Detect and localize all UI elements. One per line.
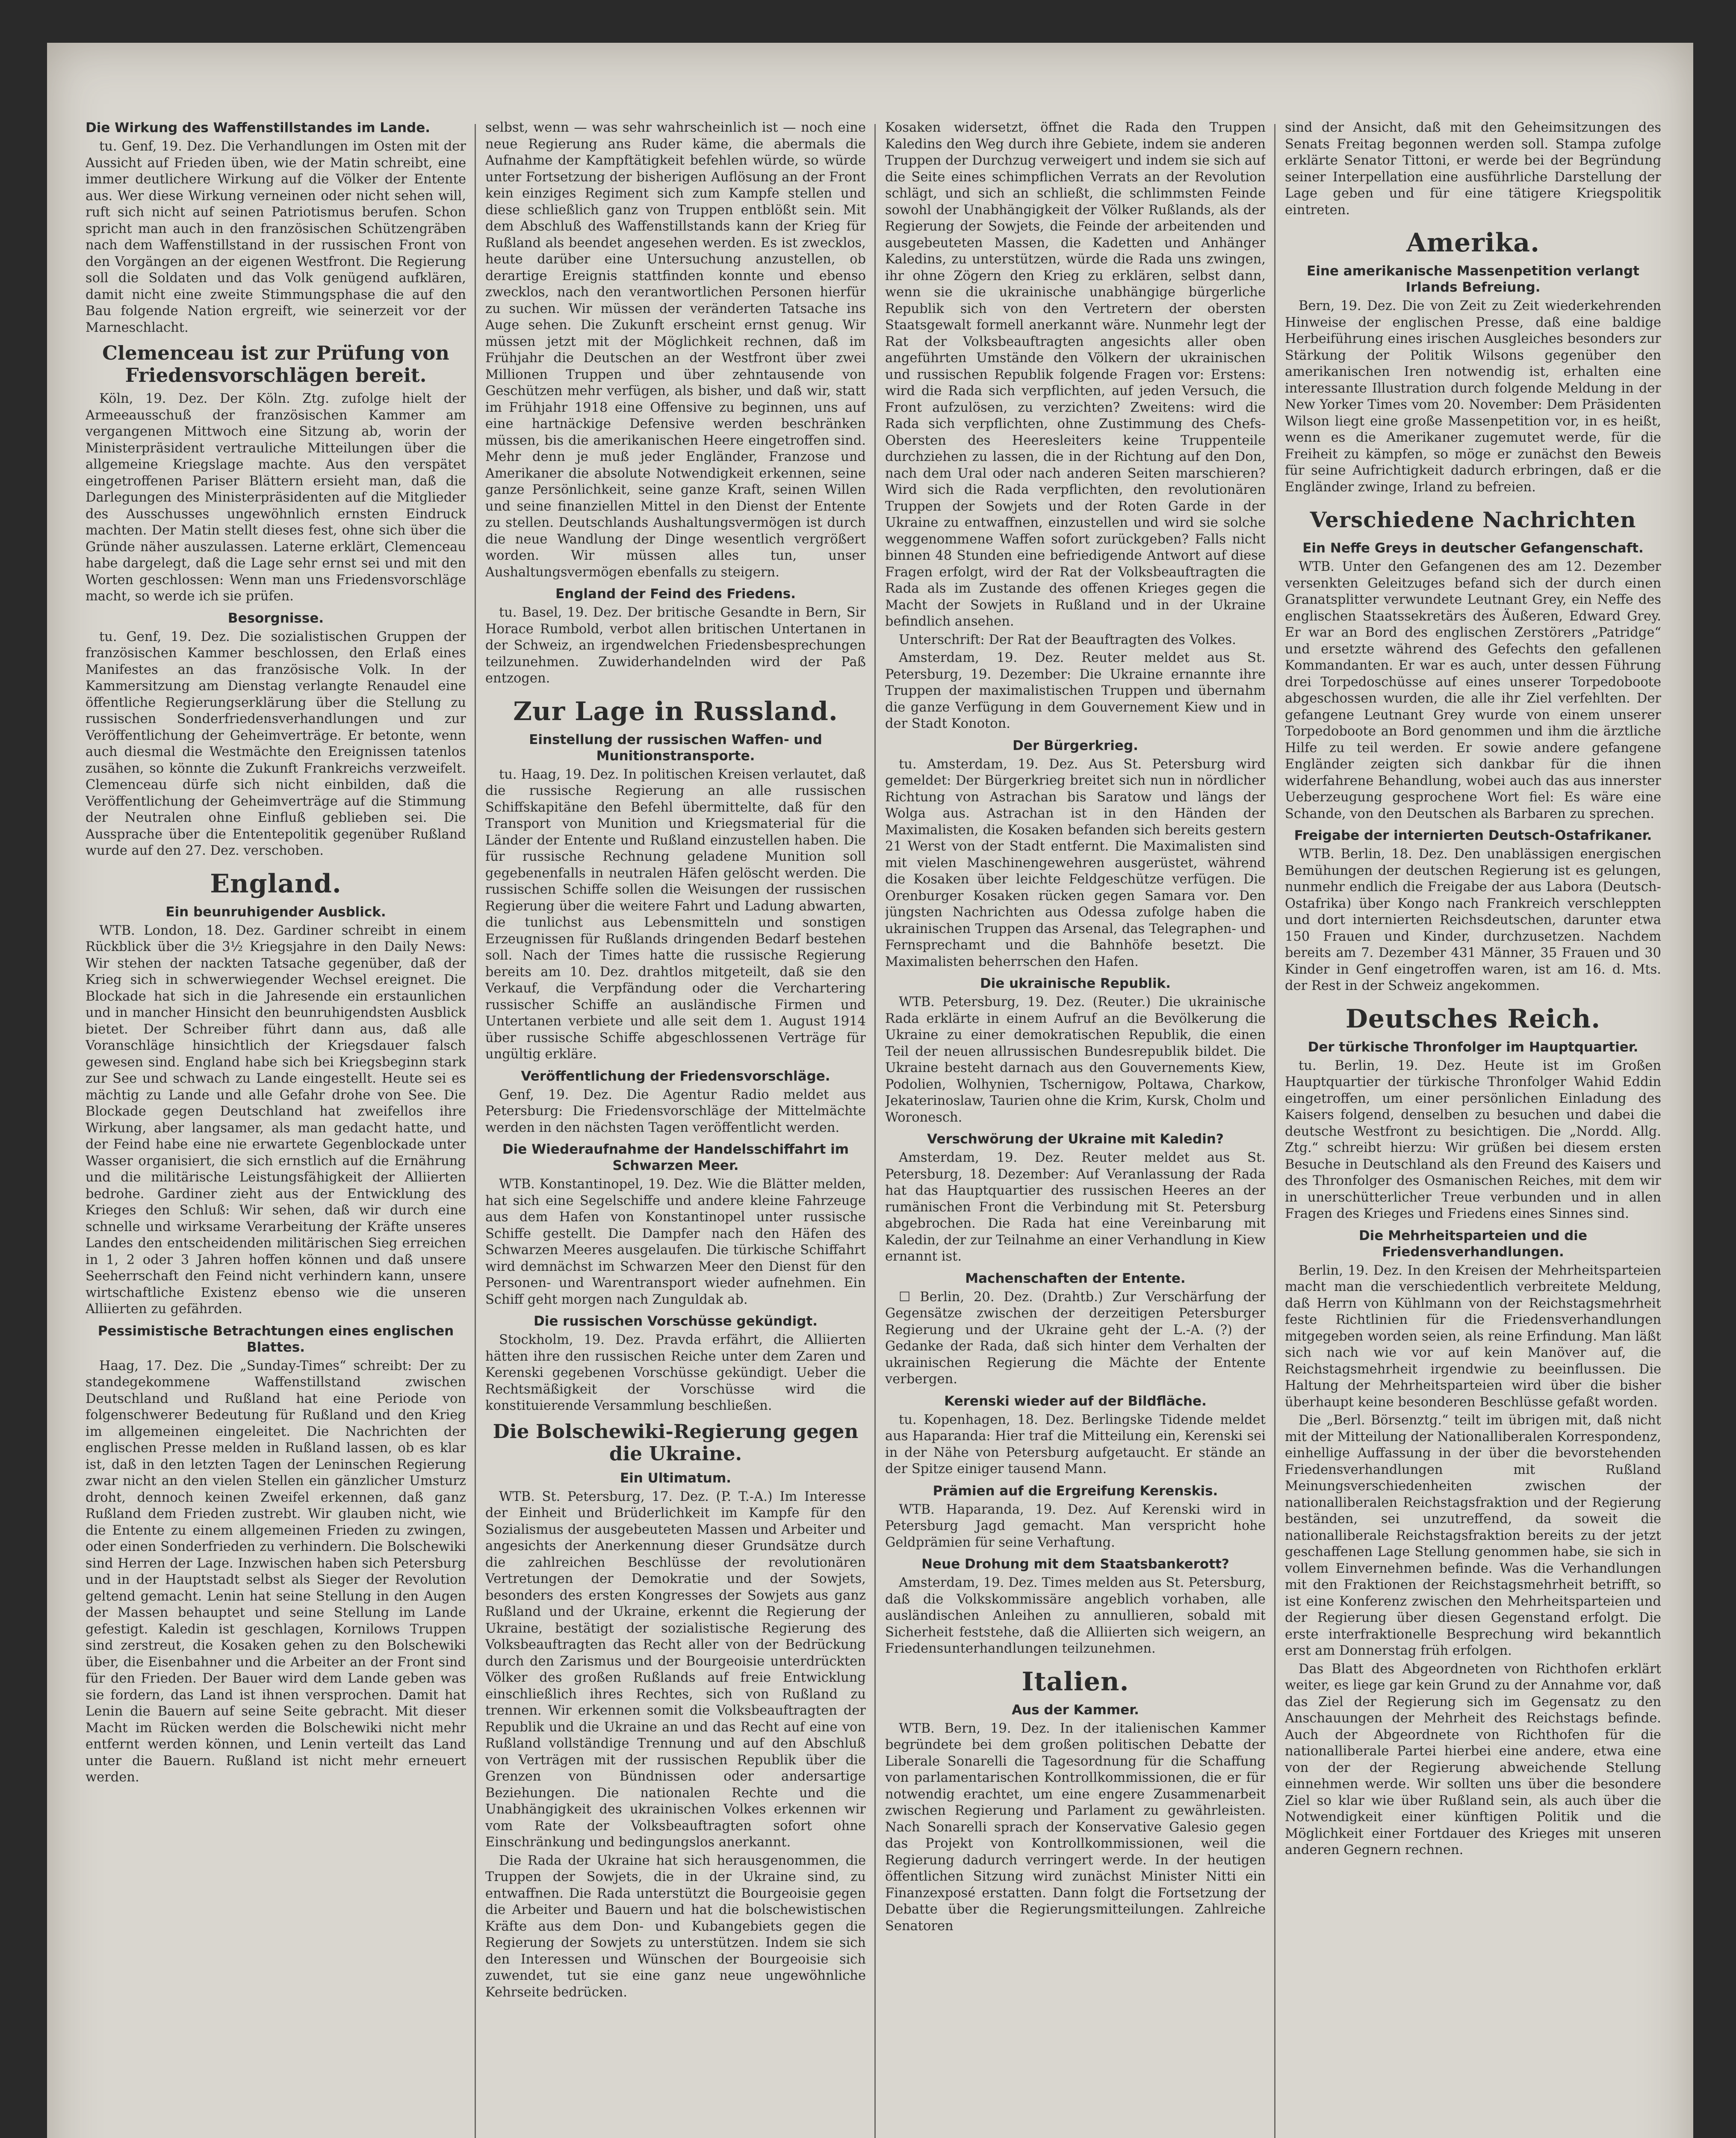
article-text: tu. Basel, 19. Dez. Der britische Gesandte in Bern, Sir Horace Rumbold, verbot allen britischen Untertanen in der Schweiz, an irgendwelchen Friedensbesprechungen teilzunehmen. Zuwiderhandelnden wird der Paß entzogen.	[485, 605, 866, 686]
article-text: Stockholm, 19. Dez. Pravda erfährt, die Alliierten hätten ihre den russischen Reiche unter dem Zaren und Kerenski gegebenen Vorschüsse gekündigt. Ueber die Rechtsmäßigkeit der Vorschüsse wird die konstituierende Versammlung beschließen.	[485, 1332, 866, 1413]
article-text: Genf, 19. Dez. Die Agentur Radio meldet aus Petersburg: Die Friedensvorschläge der Mittelmächte werden in den nächsten Tagen veröffentlicht werden.	[485, 1087, 866, 1135]
headline-staatsbankerott: Neue Drohung mit dem Staatsbankerott?	[921, 1556, 1229, 1572]
article-text: WTB. London, 18. Dez. Gardiner schreibt in einem Rückblick über die 3½ Kriegsjahre in den Daily News: Wir stehen der nackten Tatsache gegenüber, daß der Krieg sich in schwerwiegender Wechsel ereignet. Die Blockade hat sich in die Jahresende ein erstaunlichen und in mancher Hinsicht den beunruhigendsten Ausblick bietet. Der Schreiber führt dann aus, daß alle Voranschläge hinsichtlich der Kriegsdauer falsch gewesen sind. England habe sich bei Kriegsbeginn stark zur See und schwach zu Lande eingestellt. Heute sei es mächtig zu Lande und alle Gefahr drohe von See. Die Blockade gegen Deutschland hat zweifellos ihre Wirkung, aber langsamer, als man gedacht hatte, und der Feind habe eine nie erwartete Gegenblockade unter Wasser organisiert, die sich ernstlich auf die Ernährung und die militärische Leistungsfähigkeit der Alliierten bedrohe. Gardiner zieht aus der Entwicklung des Krieges den Schluß: Wir sehen, daß wir durch eine schnelle und wirksame Verarbeitung der Kräfte unseres Landes den entscheidenden militärischen Sieg erreichen in 1, 2 oder 3 Jahren hoffen können und daß unsere Seeherrschaft den Feind nicht verhindern kann, unsere wirtschaftliche Existenz ebenso wie die unseren Alliierten zu gefährden.	[86, 923, 466, 1317]
section-title-amerika: Amerika.	[1406, 228, 1540, 258]
headline-pessimistisch: Pessimistische Betrachtungen eines englischen Blattes.	[97, 1323, 454, 1355]
article-text: WTB. Petersburg, 19. Dez. (Reuter.) Die ukrainische Rada erklärte in einem Aufruf an die Bevölkerung die Ukraine zu einer demokratischen Republik, die einen Teil der neuen allrussischen Bundesrepublik bildet. Die Ukraine besteht darnach aus den Gouvernements Kiew, Podolien, Wolhynien, Tschernigow, Poltawa, Charkow, Jekaterinoslaw, Taurien ohne die Krim, Kursk, Cholm und Woronesch.	[885, 995, 1266, 1125]
column-rule	[874, 124, 876, 2138]
article-text: Amsterdam, 19. Dez. Reuter meldet aus St. Petersburg, 18. Dezember: Auf Veranlassung der Rada hat das Hauptquartier des russischen Heeres an der rumänischen Front die Verbindung mit St. Petersburg abgebrochen. Die Rada hat eine Vereinbarung mit Kaledin, der zur Teilnahme an einer Verhandlung in Kiew ernannt ist.	[885, 1150, 1266, 1264]
column-2	[485, 120, 866, 2138]
article-text: tu. Haag, 19. Dez. In politischen Kreisen verlautet, daß die russische Regierung an alle russischen Schiffskapitäne den Befehl übermittelte, daß für den Transport von Munition und Kriegsmaterial für die Länder der Entente und Rußland einzustellen haben. Die für russische Rechnung geladene Munition soll gegebenenfalls in neutralen Häfen gelöscht werden. Die russischen Schiffe sollen die Weisungen der russischen Regierung über die weitere Fahrt und Ladung abwarten, die tunlichst aus Lebensmitteln und sonstigen Erzeugnissen für Rußlands dringenden Bedarf bestehen soll. Nach der Times hatte die russische Regierung bereits am 10. Dez. drahtlos mitgeteilt, daß sie den Verkauf, die Verpfändung oder die Verchartering russischer Schiffe an ausländische Firmen und Untertanen verbiete und alle seit dem 1. August 1914 über russische Schiffe abgeschlossenen Verträge für ungültig erkläre.	[485, 767, 866, 1062]
article-text: selbst, wenn — was sehr wahrscheinlich ist — noch eine neue Regierung ans Ruder käme, die abermals die Aufnahme der Kampftätigkeit befehlen würde, so würde unter Fortsetzung der bisherigen Auflösung an der Front kein einziges Regiment sich zum Kampfe stellen und diese schließlich ganz von Truppen entblößt sein. Mit dem Abschluß des Waffenstillstands kann der Krieg für Rußland als beendet angesehen werden. Es ist zwecklos, heute darüber eine Untersuchung anzustellen, ob derartige Ereignis stattfinden konnte und ebenso zwecklos, nach den verantwortlichen Personen hierfür zu suchen. Wir müssen der veränderten Tatsache ins Auge sehen. Die Zukunft erscheint ernst genug. Wir müssen jetzt mit der Möglichkeit rechnen, daß im Frühjahr die Deutschen an der Westfront über zwei Millionen Truppen und über zehntausende von Geschützen mehr verfügen, als bisher, und daß wir, statt im Frühjahr 1918 eine Offensive zu beginnen, uns auf eine hartnäckige Defensive werden beschränken müssen, bis die amerikanischen Heere eingetroffen sind. Mehr denn je muß jeder Engländer, Franzose und Amerikaner die absolute Notwendigkeit erkennen, seine ganze Persönlichkeit, seine ganze Kraft, seinen Willen und seine finanziellen Mittel in den Dienst der Entente zu stellen. Deutschlands Aushaltungsvermögen ist durch die neue Wandlung der Dinge wesentlich vergrößert worden. Wir müssen alles tun, unser Aushaltungsvermögen ebenfalls zu steigern.	[485, 120, 866, 580]
article-text: Amsterdam, 19. Dez. Reuter meldet aus St. Petersburg, 19. Dezember: Die Ukraine ernannte ihre Truppen der maximalistischen Truppen und übernahm die ganze Verfügung in dem Gouvernement Kiew und in der Stadt Konoton.	[885, 650, 1266, 731]
article-text: sind der Ansicht, daß mit den Geheimsitzungen des Senats Freitag begonnen werden soll. Stampa zufolge erklärte Senator Tittoni, er werde bei der Begründung seiner Interpellation eine ausführliche Darstellung der Lage geben und für eine tätigere Kriegspolitik eintreten.	[1285, 120, 1661, 218]
article-text: WTB. Unter den Gefangenen des am 12. Dezember versenkten Geleitzuges befand sich der durch einen Granatsplitter verwundete Leutnant Grey, ein Neffe des englischen Staatssekretärs des Äußeren, Edward Grey. Er war an Bord des englischen Zerstörers „Patridge“ und ersetzte während des Gefechts den gefallenen Kommandanten. Er war es auch, unter dessen Führung drei Torpedoschüsse auf eines unserer Torpedoboote abgeschossen wurden, die alle ihr Ziel verfehlten. Der gefangene Leutnant Grey wurde von einem unserer Torpedoboote an Bord genommen und ihm die ärztliche Hilfe zu teil werden. Er sowie andere gefangene Engländer zeigten sich dankbar für die ihnen widerfahrene Behandlung, wobei auch das aus innerster Ueberzeugung gesprochene Wort fiel: Es wäre eine Schande, von den Deutschen als Barbaren zu sprechen.	[1285, 559, 1661, 821]
headline-schwarzes-meer: Die Wiederaufnahme der Handelsschiffahrt im Schwarzen Meer.	[502, 1142, 849, 1173]
column-3	[885, 120, 1266, 2138]
headline-neffe-greys: Ein Neffe Greys in deutscher Gefangenschaft.	[1302, 540, 1644, 556]
article-text: Das Blatt des Abgeordneten von Richthofen erklärt weiter, es liege gar kein Grund zu der Annahme vor, daß das Ziel der Regierung sich im Gegensatz zu den Anschauungen der Mehrheit des Reichstags befinde. Auch der Abgeordnete von Richthofen für die nationalliberale Partei hierbei eine andere, etwa eine von der der Regierung abweichende Stellung einnehmen werde. Wir sollten uns über die besondere Ziel so klar wie über Rußland sein, als auch über die Notwendigkeit einer künftigen Politik und die Möglichkeit einer Fortdauer des Krieges mit unseren anderen Gegnern rechnen.	[1285, 1661, 1661, 1857]
headline-kammer: Aus der Kammer.	[1012, 1702, 1139, 1718]
headline-mehrheitsparteien: Die Mehrheitsparteien und die Friedensverhandlungen.	[1358, 1228, 1588, 1260]
headline-ultimatum: Ein Ultimatum.	[620, 1470, 732, 1486]
article-text: Die Rada der Ukraine hat sich herausgenommen, die Truppen der Sowjets, die in der Ukraine sind, zu entwaffnen. Die Rada unterstützt die Bourgeoisie gegen die Arbeiter und Bauern und hat die bolschewistischen Kräfte aus dem Don- und Kubangebiets gegen die Regierung der Sowjets zu unterstützen. Indem sie sich den Interessen und Wünschen der Bourgeoisie sich zuwendet, tut sie eine ganz neue ungewöhnliche Kehrseite bedrücken.	[485, 1853, 866, 2000]
section-title-italien: Italien.	[1022, 1666, 1129, 1697]
article-text: tu. Genf, 19. Dez. Die sozialistischen Gruppen der französischen Kammer beschlossen, den Erlaß eines Manifestes an das französische Volk. In der Kammersitzung am Dienstag verlangte Renaudel eine öffentliche Regierungserklärung über die Stellung zu russischen Sonderfriedensverhandlungen und zur Veröffentlichung der Geheimverträge. Er betonte, wenn auch diesmal die Westmächte den Ereignissen tatenlos zusähen, so könnte die Zukunft Frankreichs verzweifelt. Clemenceau dürfe sich nicht einbilden, daß die Veröffentlichung der Geheimverträge auf die Stimmung der Neutralen ohne Einfluß geblieben sei. Die Aussprache über die Ententepolitik gegenüber Rußland wurde auf den 27. Dez. verschoben.	[86, 629, 466, 858]
section-title-verschiedene: Verschiedene Nachrichten	[1310, 507, 1636, 532]
column-rule	[1274, 124, 1275, 2138]
article-text: ☐ Berlin, 20. Dez. (Drahtb.) Zur Verschärfung der Gegensätze zwischen der derzeitigen Petersburger Regierung und der Ukraine geht der L.-A. (?) der Gedanke der Rada, daß sich hinter dem Verhalten der ukrainischen Regierung die Mächte der Entente verbergen.	[885, 1289, 1266, 1387]
headline-praemien: Prämien auf die Ergreifung Kerenskis.	[933, 1483, 1218, 1499]
headline-ostafrikaner: Freigabe der internierten Deutsch-Ostafrikaner.	[1294, 828, 1652, 843]
article-text: Berlin, 19. Dez. In den Kreisen der Mehrheitsparteien macht man die verschiedentlich verbreitete Meldung, daß Herrn von Kühlmann von der Reichstagsmehrheit feste Richtlinien für die Friedensverhandlungen mitgegeben worden seien, als reine Erfindung. Man läßt sich nach wie vor auf kein Manöver auf, die Reichstagsmehrheit irgendwie zu beeinflussen. Die Haltung der Mehrheitsparteien wird über die bisher überhaupt keine besonderen Beschlüsse gefaßt worden.	[1285, 1263, 1661, 1410]
article-text: tu. Kopenhagen, 18. Dez. Berlingske Tidende meldet aus Haparanda: Hier traf die Mitteilung ein, Kerenski sei in der Nähe von Petersburg aufgetaucht. Er stände an der Spitze einiger tausend Mann.	[885, 1412, 1266, 1477]
article-text: tu. Genf, 19. Dez. Die Verhandlungen im Osten mit der Aussicht auf Frieden üben, wie der Matin schreibt, eine immer deutlichere Wirkung auf die Völker der Entente aus. Wer diese Wirkung verneinen oder nicht sehen will, ruft sich nicht auf seinen Patriotismus berufen. Schon spricht man auch in den französischen Schützengräben nach dem Waffenstillstand in der russischen Front von den Vorgängen an der eigenen Westfront. Die Regierung soll die Soldaten und das Volk genügend aufklären, damit nicht eine zweite Stimmungsphase die auf den Bau folgende Nation ergreift, wie seinerzeit vor der Marneschlacht.	[86, 139, 466, 335]
headline-besorgnisse: Besorgnisse.	[227, 610, 324, 626]
article-text: tu. Amsterdam, 19. Dez. Aus St. Petersburg wird gemeldet: Der Bürgerkrieg breitet sich nun in nördlicher Richtung von Astrachan bis Saratow und längs der Wolga aus. Astrachan ist in den Händen der Maximalisten, die Kosaken befanden sich bereits gestern 21 Werst von der Stadt entfernt. Die Maximalisten sind mit vielen Maschinengewehren ausgerüstet, während die Kosaken über leichte Feldgeschütze verfügen. Die Orenburger Kosaken rücken gegen Samara vor. Den jüngsten Nachrichten aus Odessa zufolge haben die ukrainischen Truppen das Arsenal, das Telegraphen- und Fernsprechamt und die Bahnhöfe besetzt. Die Maximalisten beherrschen den Hafen.	[885, 756, 1266, 969]
headline-clemenceau: Clemenceau ist zur Prüfung von Friedensvorschlägen bereit.	[102, 342, 449, 387]
headline-munitionstransporte: Einstellung der russischen Waffen- und Munitionstransporte.	[529, 732, 822, 764]
article-text: Bern, 19. Dez. Die von Zeit zu Zeit wiederkehrenden Hinweise der englischen Presse, daß eine baldige Herbeiführung eines irischen Ausgleiches besonders zur Stärkung der Politik Wilsons gegenüber den amerikanischen Iren notwendig ist, erhalten eine interessante Illustration durch folgende Meldung in der New Yorker Times vom 20. November: Dem Präsidenten Wilson liegt eine große Massenpetition vor, in es heißt, wenn es die Amerikaner zugemutet werde, für die Freiheit zu kämpfen, so möge er zunächst den Beweis für seine Aufrichtigkeit dadurch erbringen, daß er die Engländer zwinge, Irland zu befreien.	[1285, 298, 1661, 495]
newspaper-page	[47, 43, 1693, 2138]
headline-massenpetition: Eine amerikanische Massenpetition verlangt Irlands Befreiung.	[1307, 263, 1639, 295]
headline-machenschaften: Machenschaften der Entente.	[965, 1270, 1186, 1286]
article-text: Köln, 19. Dez. Der Köln. Ztg. zufolge hielt der Armeeausschuß der französischen Kammer am vergangenen Mittwoch eine Sitzung ab, worin der Ministerpräsident vertrauliche Mitteilungen über die allgemeine Kriegslage machte. Aus den verspätet eingetroffenen Pariser Blättern ersieht man, daß die Darlegungen des Ministerpräsidenten auf die Mitglieder des Ausschusses ungewöhnlich ernsten Eindruck machten. Der Matin stellt dieses fest, ohne sich über die Gründe näher auszulassen. Laterne erklärt, Clemenceau habe dargelegt, daß die Lage sehr ernst sei und mit den Worten geschlossen: Wenn man uns Friedensvorschläge macht, so werde ich sie prüfen.	[86, 391, 466, 604]
headline-ukrainische-republik: Die ukrainische Republik.	[980, 976, 1171, 991]
headline-buergerkrieg: Der Bürgerkrieg.	[1013, 738, 1138, 753]
article-text: WTB. Konstantinopel, 19. Dez. Wie die Blätter melden, hat sich eine Segelschiffe und andere kleine Fahrzeuge aus dem Hafen von Konstantinopel unter russische Schiffe gestellt. Die Dampfer nach den Häfen des Schwarzen Meeres ausgelaufen. Die türkische Schiffahrt wird demnächst im Schwarzen Meer den Dienst für den Personen- und Warentransport wieder aufnehmen. Ein Schiff geht morgen nach Zunguldak ab.	[485, 1177, 866, 1307]
headline-england-feind: England der Feind des Friedens.	[555, 586, 796, 602]
headline-verschwoerung: Verschwörung der Ukraine mit Kaledin?	[927, 1131, 1224, 1147]
article-text: WTB. St. Petersburg, 17. Dez. (P. T.-A.) Im Interesse der Einheit und Brüderlichkeit im Kampfe für den Sozialismus der ausgebeuteten Massen und Arbeiter und angesichts der Anerkennung dieser Grundsätze durch die zahlreichen Beschlüsse der revolutionären Vertretungen der Demokratie und der Sowjets, besonders des ersten Kongresses der Sowjets aus ganz Rußland und der Ukraine, erkennt die Regierung der Ukraine, bestätigt der sozialistische Regierung des Volksbeauftragten das Recht aller von der Bedrückung durch den Zarismus und der Bourgeoisie unterdrückten Völker des großen Rußlands auf freie Entwicklung einschließlich ihres Rechtes, sich von Rußland zu trennen. Wir erkennen somit die Volksbeauftragten der Republik und die Ukraine an und das Recht auf eine von Rußland vollständige Trennung und auf den Abschluß von Verträgen mit der russischen Republik über die Grenzen von Bündnissen oder andersartige Beziehungen. Die nationalen Rechte und die Unabhängigkeit des ukrainischen Volkes erkennen wir vom Rate der Volksbeauftragten sofort ohne Einschränkung und bedingungslos anerkannt.	[485, 1489, 866, 1850]
article-text: Amsterdam, 19. Dez. Times melden aus St. Petersburg, daß die Volkskommissäre angeblich vorhaben, alle ausländischen Anleihen zu annullieren, sobald mit Sicherheit feststehe, daß die Alliierten sich weigern, an Friedensunterhandlungen teilzunehmen.	[885, 1575, 1266, 1656]
article-text: WTB. Haparanda, 19. Dez. Auf Kerenski wird in Petersburg Jagd gemacht. Man verspricht hohe Geldprämien für seine Verhaftung.	[885, 1502, 1266, 1550]
article-text: tu. Berlin, 19. Dez. Heute ist im Großen Hauptquartier der türkische Thronfolger Wahid Eddin eingetroffen, um einer persönlichen Einladung des Kaisers folgend, denselben zu besuchen und dabei die deutsche Westfront zu besichtigen. Die „Nordd. Allg. Ztg.“ schreibt hierzu: Wir grüßen bei diesem ersten Besuche in Deutschland als den Freund des Kaisers und des Thronfolger des Osmanischen Reiches, mit dem wir in unerschütterlicher Treue verbunden und in allen Fragen des Krieges und Friedens eines Sinnes sind.	[1285, 1058, 1661, 1221]
headline-waffenstillstand: Die Wirkung des Waffenstillstandes im Lande.	[86, 120, 431, 136]
column-4	[1285, 120, 1661, 2138]
section-title-deutsches-reich: Deutsches Reich.	[1345, 1004, 1601, 1034]
article-text: Unterschrift: Der Rat der Beauftragten des Volkes.	[899, 632, 1236, 647]
article-text: Die „Berl. Börsenztg.“ teilt im übrigen mit, daß nicht mit der Mitteilung der Nationalliberalen Korrespondenz, einhellige Auffassung in der über die bevorstehenden Friedensverhandlungen mit Rußland Meinungsverschiedenheiten zwischen der nationalliberalen Reichstagsfraktion und der Regierung beständen, sei unzutreffend, da soweit die nationalliberale Reichstagsfraktion bereits zu der jetzt geschaffenen Lage Stellung genommen habe, sie sich in vollem Einvernehmen befinde. Was die Verhandlungen mit den Fraktionen der Reichstagsmehrheit betrifft, so ist eine Konferenz zwischen den Mehrheitsparteien und der Regierung über diesen Gegenstand erfolgt. Die erste interfraktionelle Besprechung wird bekanntlich erst am Donnerstag früh erfolgen.	[1285, 1413, 1661, 1658]
article-text: Haag, 17. Dez. Die „Sunday-Times“ schreibt: Der zu standegekommene Waffenstillstand zwischen Deutschland und Rußland hat eine Periode von folgenschwerer Bedeutung für Rußland und den Krieg im allgemeinen eingeleitet. Die Nachrichten der englischen Presse melden in Rußland lassen, ob es klar ist, daß in den letzten Tagen der Leninschen Regierung zwar nicht an den vielen Stellen ein gänzlicher Umsturz droht, dennoch keinen Zweifel erkennen, daß ganz Rußland dem Frieden zustrebt. Wir glauben nicht, wie die Entente zu einem allgemeinen Frieden zu zwingen, oder einen Sonderfrieden zu verhindern. Die Bolschewiki sind Herren der Lage. Inzwischen haben sich Petersburg und in der Hauptstadt selbst als Sieger der Revolution geltend gemacht. Lenin hat seine Stellung in den Augen der Massen behauptet und seine Stellung im Lande gefestigt. Kaledin ist geschlagen, Kornilows Truppen sind zerstreut, die Kosaken gehen zu den Bolschewiki über, die Eisenbahner und die Arbeiter an der Front sind für den Frieden. Der Bauer wird dem Lande geben was sie fordern, das Land ist ihnen versprochen. Damit hat Lenin die Bauern auf seine Seite gebracht. Mit dieser Macht im Rücken werden die Bolschewiki nicht mehr entfernt werden können, und Lenin verteilt das Land unter die Bauern. Rußland ist nicht mehr erneuert werden.	[86, 1358, 466, 1785]
article-text: Kosaken widersetzt, öffnet die Rada den Truppen Kaledins den Weg durch ihre Gebiete, indem sie anderen Truppen der Durchzug verweigert und indem sie sich auf die Seite eines schimpflichen Verrats an der Revolution schlägt, und sich an schließt, die schlimmsten Feinde sowohl der Unabhängigkeit der Völker Rußlands, als der Regierung der Sowjets, die Feinde der arbeitenden und ausgebeuteten Massen, die Kadetten und Anhänger Kaledins, zu unterstützen, würde die Rada uns zwingen, ihr ohne Zögern den Krieg zu erklären, selbst dann, wenn sie die ukrainische unabhängige bürgerliche Republik sich von den Vertretern der obersten Staatsgewalt formell anerkannt wäre. Nunmehr legt der Rat der Volksbeauftragten angesichts aller oben angeführten Umstände den Völkern der ukrainischen und russischen Republik folgende Fragen vor: Erstens: wird die Rada sich verpflichten, auf jeden Versuch, die Front aufzulösen, zu verzichten? Zweitens: wird die Rada sich verpflichten, ohne Zustimmung des Chefs-Obersten des Heeresleiters keine Truppenteile durchziehen zu lassen, die in der Richtung auf den Don, nach dem Ural oder nach anderen Seiten marschieren? Wird sich die Rada verpflichten, den revolutionären Truppen der Sowjets und der Roten Garde in der Ukraine zu entwaffnen, einzustellen und wird sie solche weggenommene Waffen sofort zurückgeben? Falls nicht binnen 48 Stunden eine befriedigende Antwort auf diese Fragen erfolgt, wird der Rat der Volksbeauftragten die Rada als im Zustande des offenen Krieges gegen die Macht der Sowjets in Rußland und in der Ukraine befindlich ansehen.	[885, 120, 1266, 629]
headline-friedensvorschlaege: Veröffentlichung der Friedensvorschläge.	[521, 1068, 830, 1084]
section-title-russland: Zur Lage in Russland.	[513, 696, 838, 726]
headline-vorschuesse: Die russischen Vorschüsse gekündigt.	[534, 1314, 818, 1329]
headline-bolschewiki-ukraine: Die Bolschewiki-Regierung gegen die Ukraine.	[493, 1420, 859, 1465]
article-text: WTB. Bern, 19. Dez. In der italienischen Kammer begründete bei dem großen politischen Debatte der Liberale Sonarelli die Tagesordnung für die Schaffung von parlamentarischen Kontrollkommissionen, die er für notwendig erachtet, um eine engere Zusammenarbeit zwischen Regierung und Parlament zu gewährleisten. Nach Sonarelli sprach der Konservative Galesio gegen das Projekt von Kontrollkommissionen, weil die Regierung dadurch verringert werde. In der heutigen öffentlichen Sitzung wird zunächst Minister Nitti ein Finanzexposé erstatten. Dann folgt die Fortsetzung der Debatte über die Regierungsmitteilungen. Zahlreiche Senatoren	[885, 1721, 1266, 1934]
section-title-england: England.	[210, 868, 342, 899]
article-text: WTB. Berlin, 18. Dez. Den unablässigen energischen Bemühungen der deutschen Regierung ist es gelungen, nunmehr endlich die Freigabe der aus Labora (Deutsch-Ostafrika) über Kongo nach Frankreich verschleppten und dort internierten Reichsdeutschen, darunter etwa 150 Frauen und Kinder, durchzusetzen. Nachdem bereits am 7. Dezember 431 Männer, 35 Frauen und 30 Kinder in Genf eingetroffen waren, ist am 16. d. Mts. der Rest in der Schweiz angekommen.	[1285, 847, 1661, 993]
headline-kerenski: Kerenski wieder auf der Bildfläche.	[944, 1393, 1207, 1409]
headline-thronfolger: Der türkische Thronfolger im Hauptquartier.	[1308, 1039, 1639, 1055]
headline-ausblick: Ein beunruhigender Ausblick.	[165, 904, 386, 920]
column-1	[86, 120, 466, 2138]
column-rule	[475, 124, 476, 2138]
